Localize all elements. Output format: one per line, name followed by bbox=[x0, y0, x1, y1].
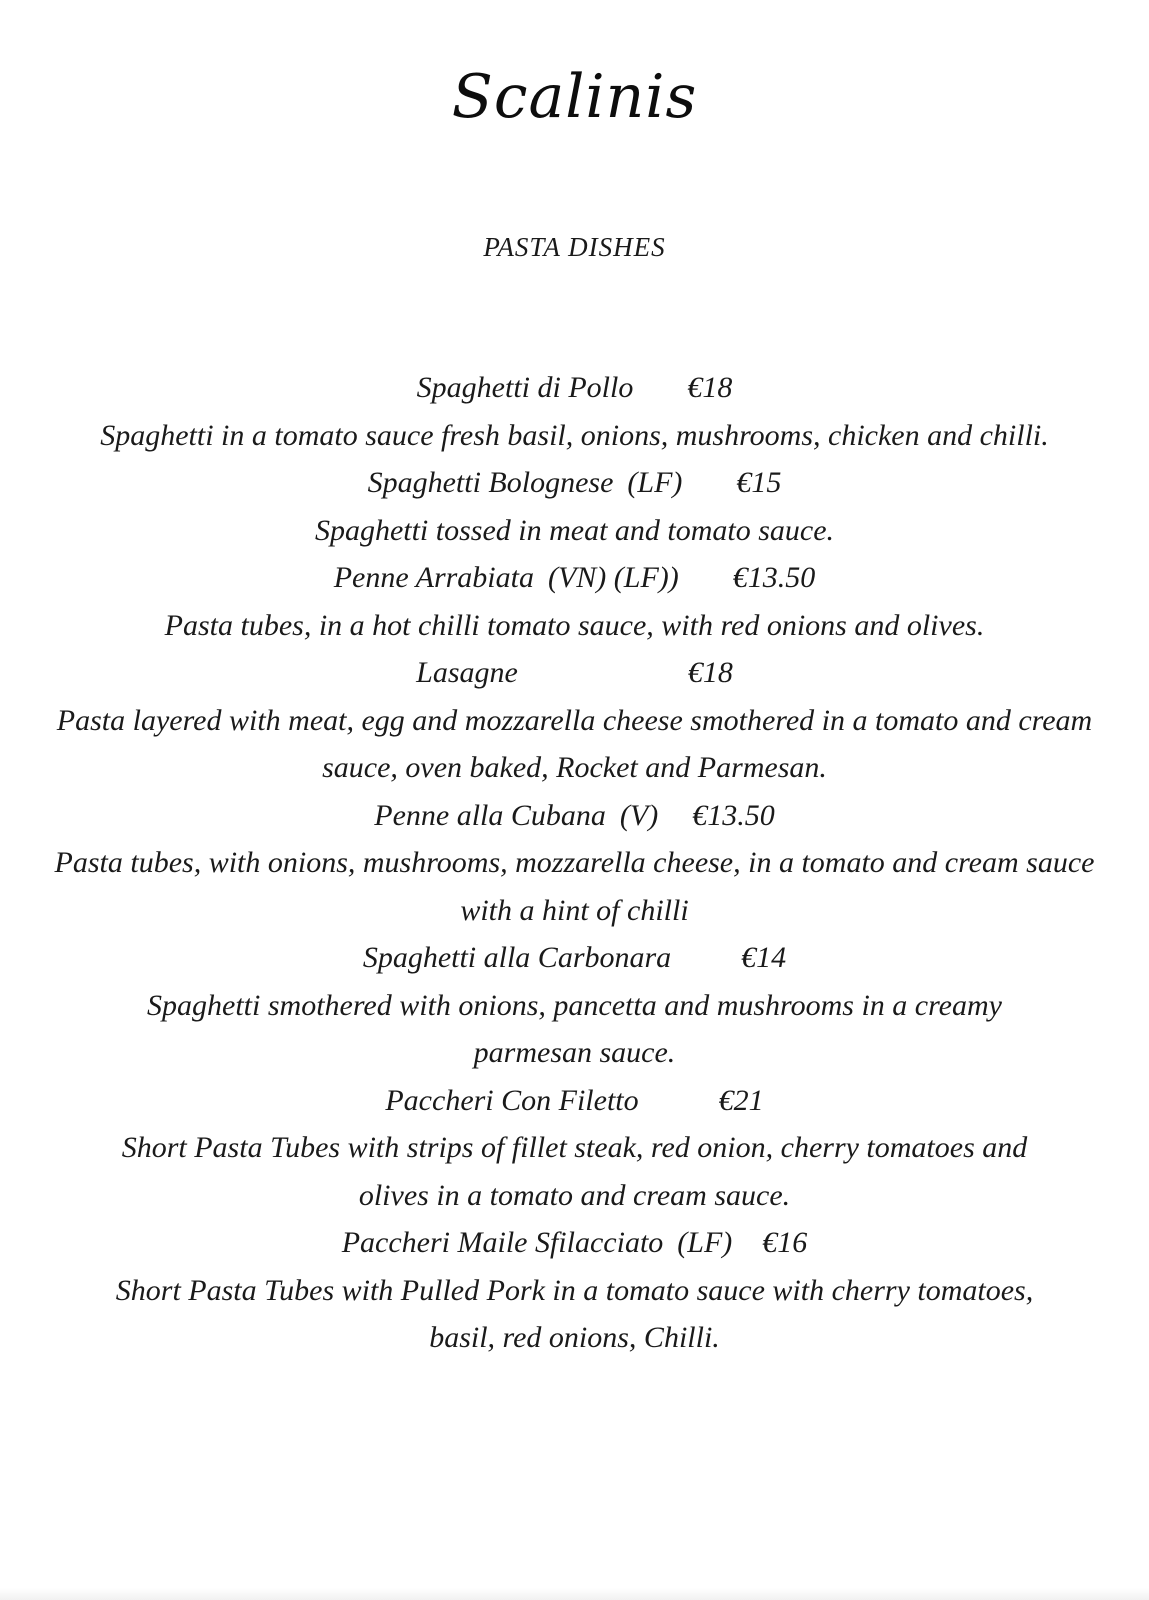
dish-name: Paccheri Maile Sfilacciato bbox=[341, 1226, 664, 1259]
dish-header bbox=[40, 459, 1109, 507]
dish-description: Short Pasta Tubes with Pulled Pork in a tomato sauce with cherry tomatoes, basil, red onions, Chilli. bbox=[115, 1273, 1034, 1354]
dish-tags: (LF) bbox=[627, 466, 683, 499]
dish-name: Spaghetti di Pollo bbox=[416, 371, 634, 404]
dish-price: €13.50 bbox=[692, 798, 775, 832]
dish-price: €21 bbox=[718, 1083, 764, 1117]
dish-description: Pasta tubes, in a hot chilli tomato sauce, with red onions and olives. bbox=[164, 608, 985, 642]
dish-item bbox=[40, 1219, 1109, 1362]
dish-header bbox=[40, 649, 1109, 697]
dish-item bbox=[40, 459, 1109, 554]
restaurant-name: Scalinis bbox=[451, 62, 698, 132]
dish-list bbox=[40, 364, 1109, 1362]
dish-price: €18 bbox=[687, 371, 733, 404]
dish-description: Spaghetti in a tomato sauce fresh basil, onions, mushrooms, chicken and chilli. bbox=[100, 418, 1049, 452]
dish-name: Lasagne bbox=[416, 656, 518, 689]
dish-header bbox=[40, 1077, 1109, 1125]
dish-header bbox=[40, 792, 1109, 840]
page-bottom-edge bbox=[0, 1588, 1149, 1600]
dish-tags: (LF) bbox=[677, 1226, 733, 1259]
dish-header bbox=[40, 554, 1109, 602]
dish-item bbox=[40, 554, 1109, 649]
dish-item bbox=[40, 364, 1109, 459]
dish-description: Short Pasta Tubes with strips of fillet steak, red onion, cherry tomatoes and olives in a tomato and cream sauce. bbox=[121, 1131, 1028, 1212]
dish-price: €14 bbox=[741, 941, 787, 974]
dish-name: Penne alla Cubana bbox=[374, 798, 606, 832]
dish-header bbox=[40, 934, 1109, 982]
dish-price: €15 bbox=[736, 466, 782, 499]
section-title: PASTA DISHES bbox=[483, 232, 666, 262]
dish-name: Paccheri Con Filetto bbox=[385, 1083, 639, 1117]
dish-description: Pasta tubes, with onions, mushrooms, mozzarella cheese, in a tomato and cream sauce with a hint of chilli bbox=[54, 846, 1095, 927]
dish-item bbox=[40, 792, 1109, 935]
dish-item bbox=[40, 1077, 1109, 1220]
dish-tags: (VN) (LF)) bbox=[547, 561, 679, 594]
dish-price: €18 bbox=[687, 656, 733, 689]
dish-description: Spaghetti tossed in meat and tomato sauce. bbox=[314, 513, 835, 547]
dish-description: Pasta layered with meat, egg and mozzarella cheese smothered in a tomato and cream sauce, oven baked, Rocket and Parmesan. bbox=[56, 703, 1093, 784]
dish-name: Spaghetti Bolognese bbox=[367, 466, 614, 499]
dish-header bbox=[40, 364, 1109, 412]
dish-description: Spaghetti smothered with onions, pancetta and mushrooms in a creamy parmesan sauce. bbox=[147, 988, 1002, 1069]
dish-price: €13.50 bbox=[732, 561, 816, 594]
dish-header bbox=[40, 1219, 1109, 1267]
dish-item bbox=[40, 934, 1109, 1077]
dish-item bbox=[40, 649, 1109, 792]
dish-price: €16 bbox=[762, 1226, 808, 1259]
dish-name: Penne Arrabiata bbox=[333, 561, 534, 594]
dish-name: Spaghetti alla Carbonara bbox=[362, 941, 672, 974]
dish-tags: (V) bbox=[619, 798, 659, 832]
